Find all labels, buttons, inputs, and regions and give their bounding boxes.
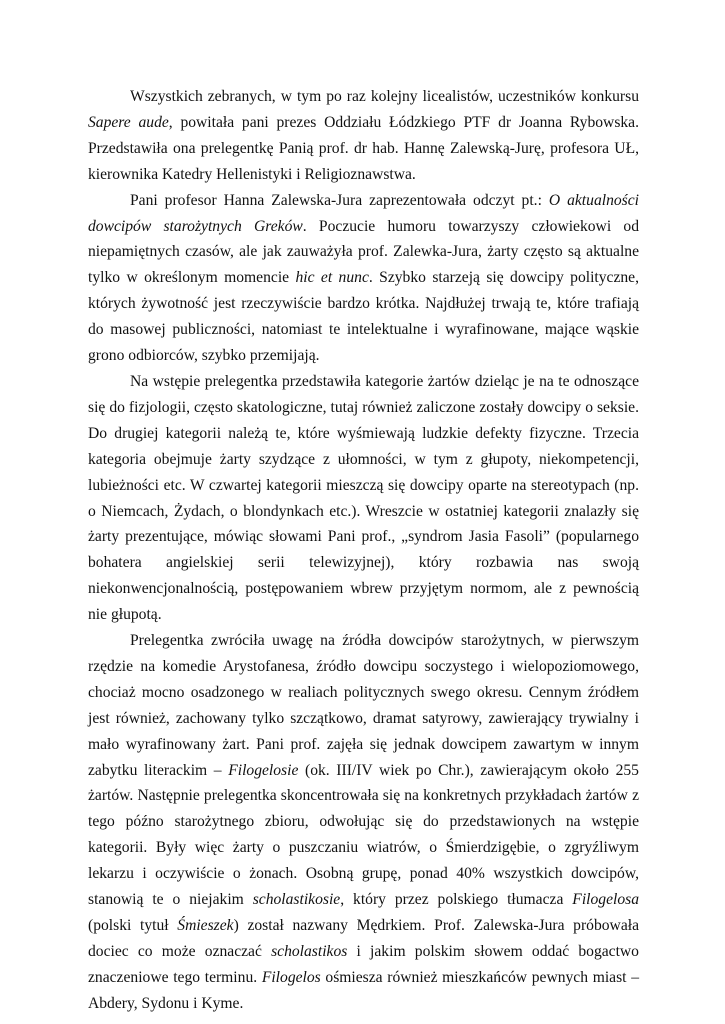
document-page bbox=[88, 84, 639, 1017]
paragraph-text: , który przez polskiego tłumacza bbox=[340, 891, 573, 909]
paragraph-text: , powitała pani prezes Oddziału Łódzkiego PTF dr Joanna Rybowska. Przedstawiła ona prelegentkę Panią prof. dr hab. Hannę Zalewską-Jurę, profesora UŁ, kierownika Katedry Hellenistyki i Religioznawstwa. bbox=[88, 113, 639, 183]
paragraph-text: . Poczucie humoru towarzyszy człowiekowi od niepamiętnych czasów, ale jak zauważyła prof. Zalewka-Jura, żarty często są aktualne tylko w określonym momencie bbox=[88, 217, 639, 287]
paragraph-text: Wszystkich zebranych, w tym po raz kolejny licealistów, uczestników konkursu bbox=[130, 88, 639, 105]
paragraph-text: Pani profesor Hanna Zalewska-Jura zaprezentowała odczyt pt.: bbox=[130, 191, 549, 209]
italic-title: Filogelosa bbox=[572, 891, 639, 909]
italic-title: Filogelosie bbox=[228, 761, 299, 779]
italic-title: Śmieszek bbox=[177, 917, 234, 934]
paragraph-text: . Szybko starzeją się dowcipy polityczne, których żywotność jest rzeczywiście bardzo krótka. Najdłużej trwają te, które trafiają do masowej publiczności, natomiast te intelektualne i wyrafinowane, mające wąskie grono odbiorców, szybko przemijają. bbox=[88, 269, 639, 365]
paragraph-text: Na wstępie prelegentka przedstawiła kategorie żartów dzieląc je na te odnoszące się do fizjologii, często skatologiczne, tutaj również zaliczone zostały dowcipy o seksie. Do drugiej kategorii należą te, które wyśmiewają ludzkie defekty fizyczne. Trzecia kategoria obejmuje żarty szydzące z ułomności, w tym z głupoty, niekompetencji, lubieżności etc. W czwartej kategorii mieszczą się dowcipy oparte na stereotypach (np. o Niemcach, Żydach, o blondynkach etc.). Wreszcie w ostatniej kategorii znalazły się żarty prezentujące, mówiąc słowami Pani prof., „syndrom Jasia Fasoli” (popularnego bohatera angielskiej serii telewizyjnej), który rozbawia nas swoją niekonwencjonalnością, postępowaniem wbrew przyjętym normom, ale z pewnością nie głupotą. bbox=[88, 372, 639, 624]
italic-phrase: hic et nunc bbox=[295, 269, 369, 287]
italic-term: scholastikosie bbox=[252, 891, 341, 909]
italic-title: O aktualności dowcipów starożytnych Greków bbox=[88, 191, 639, 235]
paragraph-text: ośmiesza również mieszkańców pewnych miast – Abdery, Sydonu i Kyme. bbox=[88, 968, 639, 1012]
paragraph bbox=[88, 628, 639, 1017]
italic-title: Sapere aude bbox=[88, 113, 169, 131]
paragraph bbox=[88, 84, 639, 188]
paragraph bbox=[88, 188, 639, 369]
italic-term: scholastikos bbox=[271, 942, 348, 960]
paragraph-text: ) został nazwany Mędrkiem. Prof. Zalewska-Jura próbowała dociec co może oznaczać bbox=[88, 917, 639, 960]
paragraph-text: Prelegentka zwróciła uwagę na źródła dowcipów starożytnych, w pierwszym rzędzie na komedie Arystofanesa, źródło dowcipu soczystego i wielopoziomowego, chociaż mocno osadzonego w realiach politycznych swego okresu. Cennym źródłem jest również, zachowany tylko szczątkowo, dramat satyrowy, zawierający trywialny i mało wyrafinowany żart. Pani prof. zajęła się jednak dowcipem zawartym w innym zabytku literackim – bbox=[88, 632, 639, 779]
italic-title: Filogelos bbox=[261, 968, 321, 986]
paragraph-text: (ok. III/IV wiek po Chr.), zawierającym około 255 żartów. Następnie prelegentka skoncentrowała się na konkretnych przykładach żartów z tego późno starożytnego zbioru, odwołując się do przedstawionych na wstępie kategorii. Były więc żarty o puszczaniu wiatrów, o Śmierdzigębie, o zgryźliwym lekarzu i oczywiście o żonach. Osobną grupę, ponad 40% wszystkich dowcipów, stanowią te o niejakim bbox=[88, 761, 639, 909]
paragraph-text: (polski tytuł bbox=[88, 917, 178, 934]
paragraph-text: i jakim polskim słowem oddać bogactwo znaczeniowe tego terminu. bbox=[88, 942, 639, 986]
paragraph bbox=[88, 369, 639, 628]
